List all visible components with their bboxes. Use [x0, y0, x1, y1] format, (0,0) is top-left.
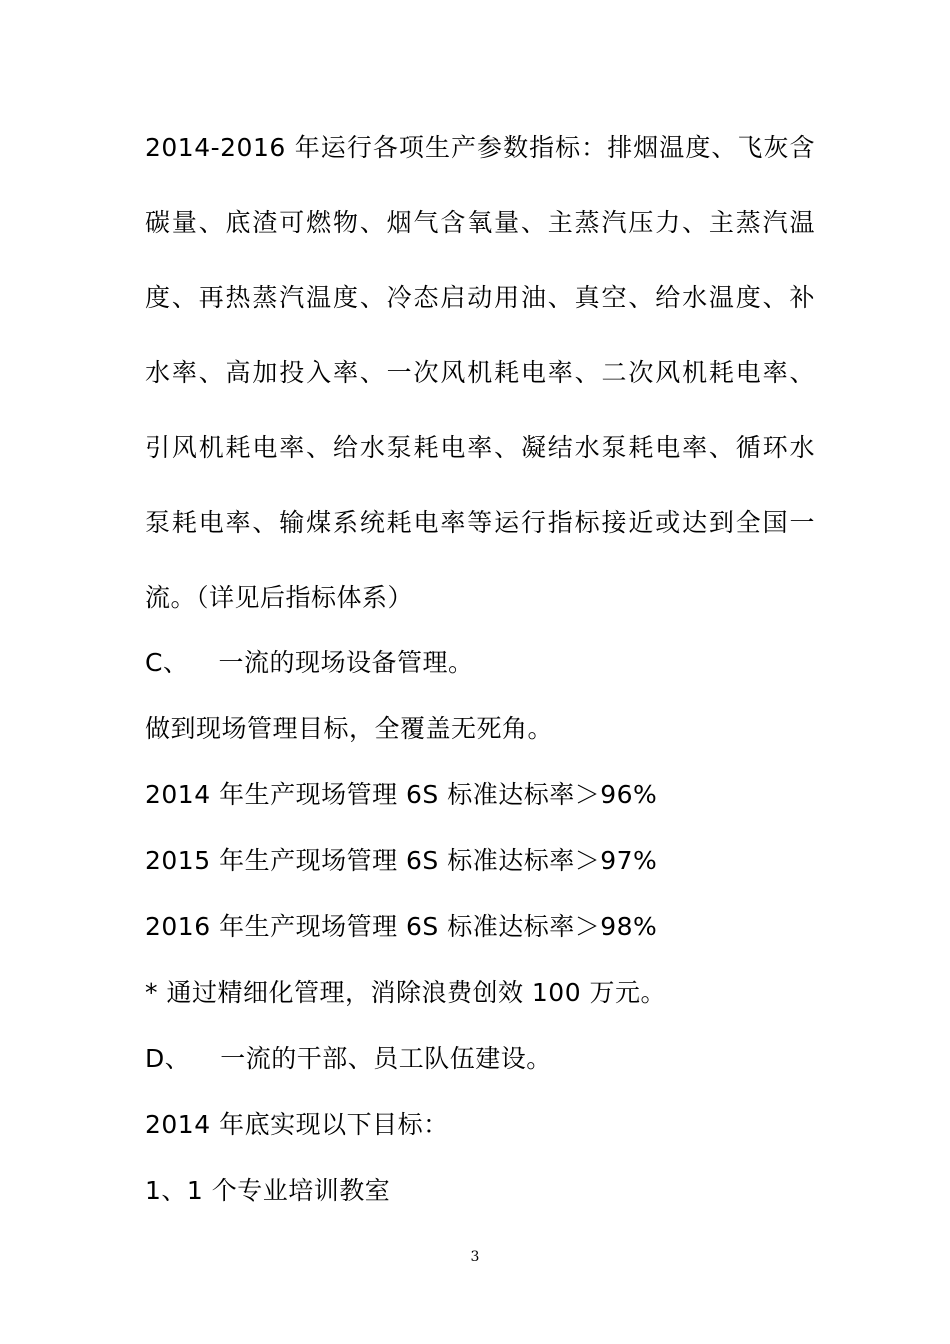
paragraph-line: 水率、高加投入率、一次风机耗电率、二次风机耗电率、	[145, 358, 815, 387]
paragraph-line: 2014-2016 年运行各项生产参数指标：排烟温度、飞灰含	[145, 133, 815, 162]
intro-text: 2014 年底实现以下目标：	[145, 1110, 449, 1139]
section-title: 一流的干部、员工队伍建设。	[220, 1044, 552, 1073]
list-item: 1、1 个专业培训教室	[145, 1176, 391, 1205]
paragraph-line: 度、再热蒸汽温度、冷态启动用油、真空、给水温度、补	[145, 283, 815, 312]
paragraph-line: 碳量、底渣可燃物、烟气含氧量、主蒸汽压力、主蒸汽温	[145, 208, 815, 237]
paragraph-line: 泵耗电率、输煤系统耗电率等运行指标接近或达到全国一	[145, 508, 815, 537]
target-line: 2016 年生产现场管理 6S 标准达标率＞98%	[145, 912, 658, 941]
section-heading-c	[145, 647, 815, 679]
section-marker: D、	[145, 1044, 191, 1073]
paragraph-line: 流。（详见后指标体系）	[145, 583, 414, 612]
note-text: * 通过精细化管理，消除浪费创效 100 万元。	[145, 978, 667, 1007]
goal-text: 做到现场管理目标，全覆盖无死角。	[145, 714, 554, 743]
paragraph-line: 引风机耗电率、给水泵耗电率、凝结水泵耗电率、循环水	[145, 433, 815, 462]
section-marker: C、	[145, 648, 189, 677]
section-title: 一流的现场设备管理。	[218, 648, 474, 677]
page-number: 3	[470, 1249, 480, 1265]
target-line: 2014 年生产现场管理 6S 标准达标率＞96%	[145, 780, 658, 809]
target-line: 2015 年生产现场管理 6S 标准达标率＞97%	[145, 846, 658, 875]
section-heading-d	[145, 1043, 815, 1075]
